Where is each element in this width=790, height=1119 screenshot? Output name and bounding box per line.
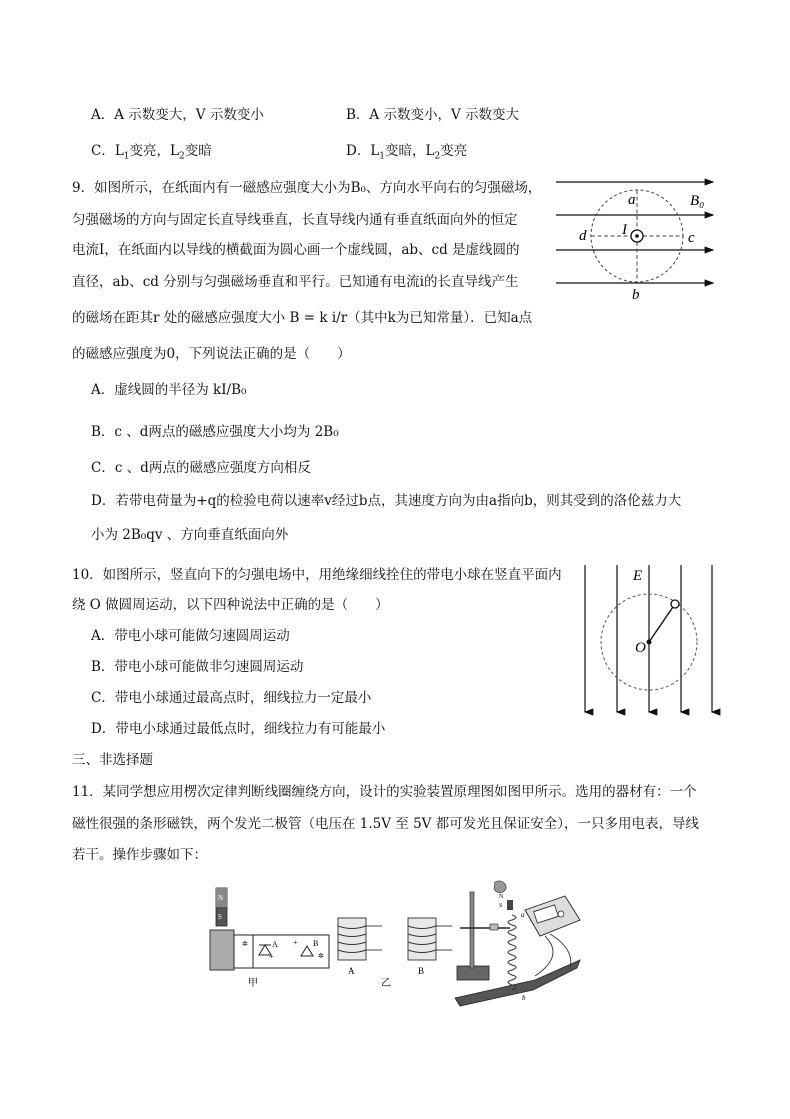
svg-text:A: A — [272, 940, 278, 949]
q9-option-a: A．虚线圆的半径为 kI/B₀ — [91, 382, 247, 398]
led-b-icon — [301, 946, 313, 956]
q9-option-d-line-1: D．若带电荷量为+q的检验电荷以速率v经过b点，其速度方向为由a指向b，则其受到的洛伦兹力大 — [91, 493, 682, 509]
q11-line-1: 11．某同学想应用楞次定律判断线圈缠绕方向，设计的实验装置原理图如图甲所示。选用的器材有：一个 — [72, 784, 697, 800]
svg-text:S: S — [499, 903, 503, 909]
q9-option-c: C．c 、d两点的磁感应强度方向相反 — [91, 460, 311, 476]
svg-text:b: b — [522, 994, 526, 1002]
q9-line-6: 的磁感应强度为0，下列说法正确的是（ ） — [72, 346, 351, 362]
q9-line-1: 9．如图所示，在纸面内有一磁感应强度大小为B₀、方向水平向右的匀强磁场， — [72, 180, 542, 196]
svg-text:✲: ✲ — [242, 940, 248, 948]
label-c: c — [688, 230, 695, 246]
coil-b — [408, 918, 436, 960]
charged-ball — [671, 600, 679, 608]
coil-a — [338, 918, 366, 960]
label-b0: B₀ — [690, 193, 705, 209]
label-e: E — [633, 568, 643, 584]
coil-block — [210, 930, 234, 970]
q10-line-2: 绕 O 做圆周运动，以下四种说法中正确的是（ ） — [72, 597, 389, 613]
svg-text:+: + — [293, 938, 298, 947]
q10-option-b: B．带电小球可能做非匀速圆周运动 — [91, 659, 304, 675]
q11-line-3: 若干。操作步骤如下： — [72, 847, 207, 863]
svg-text:B: B — [418, 966, 425, 976]
label-a: a — [628, 192, 636, 208]
svg-text:N: N — [218, 894, 224, 902]
q9-line-3: 电流I，在纸面内以导线的横截面为圆心画一个虚线圆，ab、cd 是虚线圆的 — [72, 242, 520, 258]
q11-apparatus-figures — [205, 880, 590, 1008]
q9-line-2: 匀强磁场的方向与固定长直导线垂直，长直导线内通有垂直纸面向外的恒定 — [72, 212, 518, 228]
q11-line-2: 磁性很强的条形磁铁，两个发光二极管（电压在 1.5V 至 5V 都可发光且保证安全），一只多用电表，导线 — [72, 816, 699, 832]
figure-jia — [210, 888, 329, 989]
q9-field-diagram — [548, 170, 723, 310]
figure-bing — [455, 881, 580, 1006]
q9-line-5: 的磁场在距其r 处的磁感应强度大小 B = k i/r（其中k为已知常量）．已知a点 — [72, 310, 533, 326]
q8-option-a: A．A 示数变大，V 示数变小 — [91, 107, 264, 123]
q8-option-c: C．$L_1$变亮，$L_2$变暗 — [91, 143, 212, 162]
svg-text:A: A — [348, 966, 355, 976]
stand-rod — [470, 892, 474, 968]
figure-yi — [338, 918, 452, 989]
svg-text:N: N — [499, 894, 504, 900]
pivot-o — [647, 640, 652, 645]
q9-line-4: 直径，ab、cd 分别与匀强磁场垂直和平行。已知通有电流i的长直导线产生 — [72, 274, 519, 290]
svg-text:+: + — [269, 952, 274, 961]
q10-option-d: D．带电小球通过最低点时，细线拉力有可能最小 — [91, 721, 386, 737]
q9-option-d-line-2: 小为 2B₀qv 、方向垂直纸面向外 — [91, 527, 289, 543]
q9-option-b: B．c 、d两点的磁感应强度大小均为 2B₀ — [91, 424, 339, 440]
magnet-small — [507, 900, 513, 910]
caption-jia: 甲 — [248, 978, 258, 989]
caption-yi: 乙 — [381, 978, 391, 989]
spring-coil — [508, 915, 516, 990]
section-title: 三、非选择题 — [72, 752, 153, 768]
svg-text:a: a — [521, 911, 525, 919]
label-current-i: I — [622, 222, 627, 238]
svg-text:S: S — [218, 913, 222, 921]
svg-text:B: B — [313, 939, 319, 948]
hand-icon — [494, 881, 506, 893]
label-b: b — [632, 287, 640, 303]
q8-option-d: D．$L_1$变暗，$L_2$变亮 — [346, 143, 468, 162]
q8-option-b: B．A 示数变小，V 示数变大 — [346, 107, 520, 123]
q10-option-a: A．带电小球可能做匀速圆周运动 — [91, 628, 290, 644]
svg-text:✲: ✲ — [318, 952, 324, 960]
label-d: d — [579, 228, 587, 244]
q10-field-diagram — [575, 560, 725, 720]
label-o: O — [635, 640, 646, 656]
string-line — [649, 604, 675, 642]
q10-option-c: C．带电小球通过最高点时，细线拉力一定最小 — [91, 690, 372, 706]
q10-line-1: 10．如图所示，竖直向下的匀强电场中，用绝缘细线拴住的带电小球在竖直平面内 — [72, 567, 562, 583]
